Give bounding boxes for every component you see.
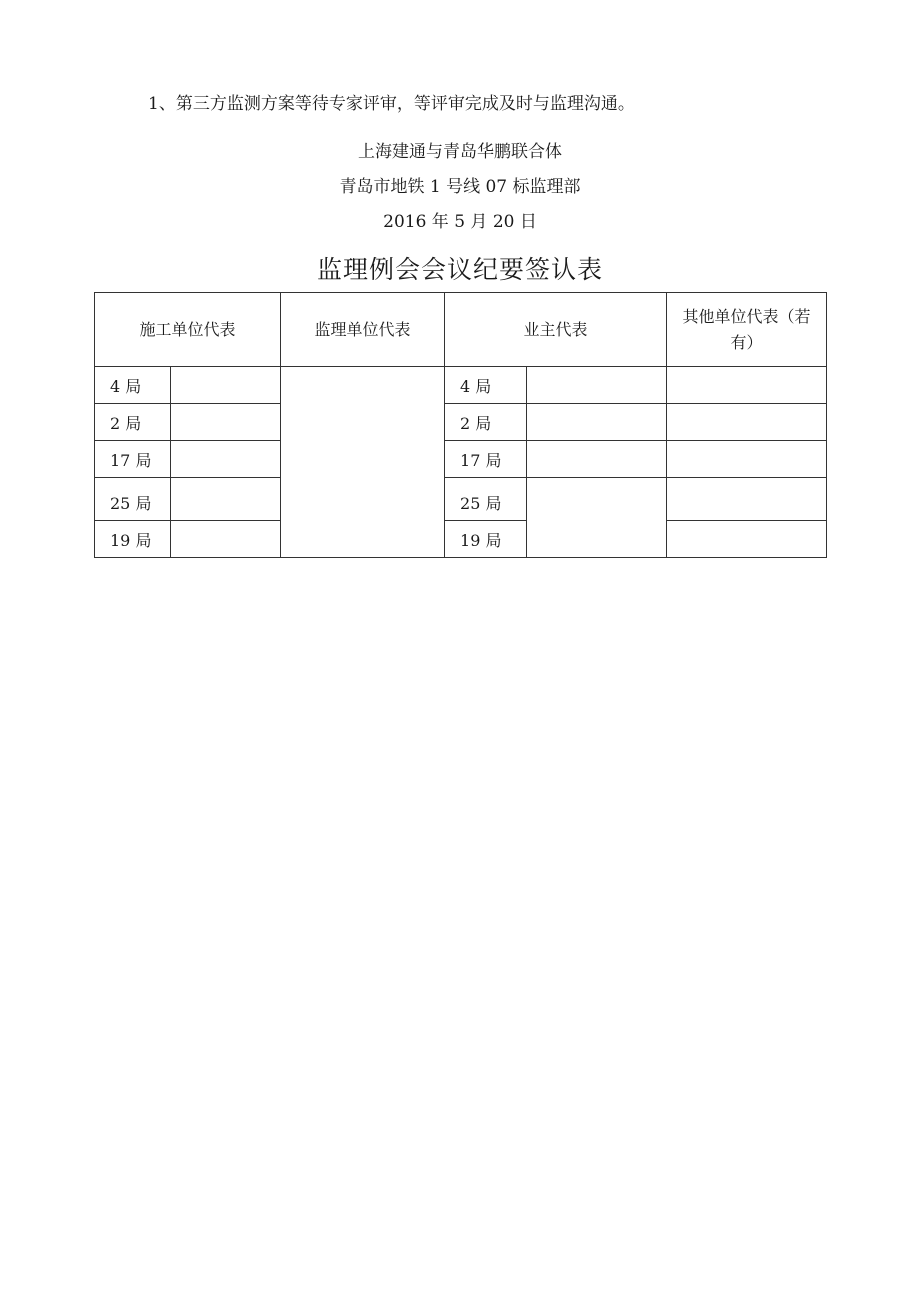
construction-signature-cell[interactable] <box>171 478 281 521</box>
other-signature-cell[interactable] <box>667 521 827 558</box>
table-row <box>95 441 827 478</box>
owner-signature-cell[interactable] <box>527 478 667 558</box>
header-other-rep: 其他单位代表（若有） <box>667 293 827 367</box>
owner-signature-cell[interactable] <box>527 441 667 478</box>
header-construction-rep: 施工单位代表 <box>95 293 281 367</box>
issuer-department: 青岛市地铁 1 号线 07 标监理部 <box>339 177 581 197</box>
construction-unit-label: 17 局 <box>95 441 171 478</box>
construction-unit-label: 4 局 <box>95 367 171 404</box>
supervision-signature-cell[interactable] <box>281 367 445 558</box>
construction-unit-label: 25 局 <box>95 478 171 521</box>
table-row <box>95 367 827 404</box>
construction-signature-cell[interactable] <box>171 521 281 558</box>
table-row <box>95 521 827 558</box>
sign-table-title: 监理例会会议纪要签认表 <box>316 255 603 284</box>
construction-signature-cell[interactable] <box>171 404 281 441</box>
owner-unit-label: 2 局 <box>445 404 527 441</box>
table-row <box>95 404 827 441</box>
other-signature-cell[interactable] <box>667 367 827 404</box>
issue-date: 2016 年 5 月 20 日 <box>383 212 537 232</box>
construction-signature-cell[interactable] <box>171 441 281 478</box>
table-row <box>95 478 827 521</box>
table-header-row <box>95 293 827 367</box>
header-owner-rep: 业主代表 <box>445 293 667 367</box>
owner-unit-label: 25 局 <box>445 478 527 521</box>
owner-unit-label: 4 局 <box>445 367 527 404</box>
other-signature-cell[interactable] <box>667 441 827 478</box>
other-signature-cell[interactable] <box>667 404 827 441</box>
meeting-note-item: 1、第三方监测方案等待专家评审，等评审完成及时与监理沟通。 <box>148 94 635 114</box>
construction-signature-cell[interactable] <box>171 367 281 404</box>
construction-unit-label: 2 局 <box>95 404 171 441</box>
header-supervision-rep: 监理单位代表 <box>281 293 445 367</box>
other-signature-cell[interactable] <box>667 478 827 521</box>
construction-unit-label: 19 局 <box>95 521 171 558</box>
owner-unit-label: 19 局 <box>445 521 527 558</box>
issuer-company: 上海建通与青岛华鹏联合体 <box>358 142 562 162</box>
owner-signature-cell[interactable] <box>527 404 667 441</box>
owner-unit-label: 17 局 <box>445 441 527 478</box>
owner-signature-cell[interactable] <box>527 367 667 404</box>
sign-off-table <box>94 292 827 558</box>
